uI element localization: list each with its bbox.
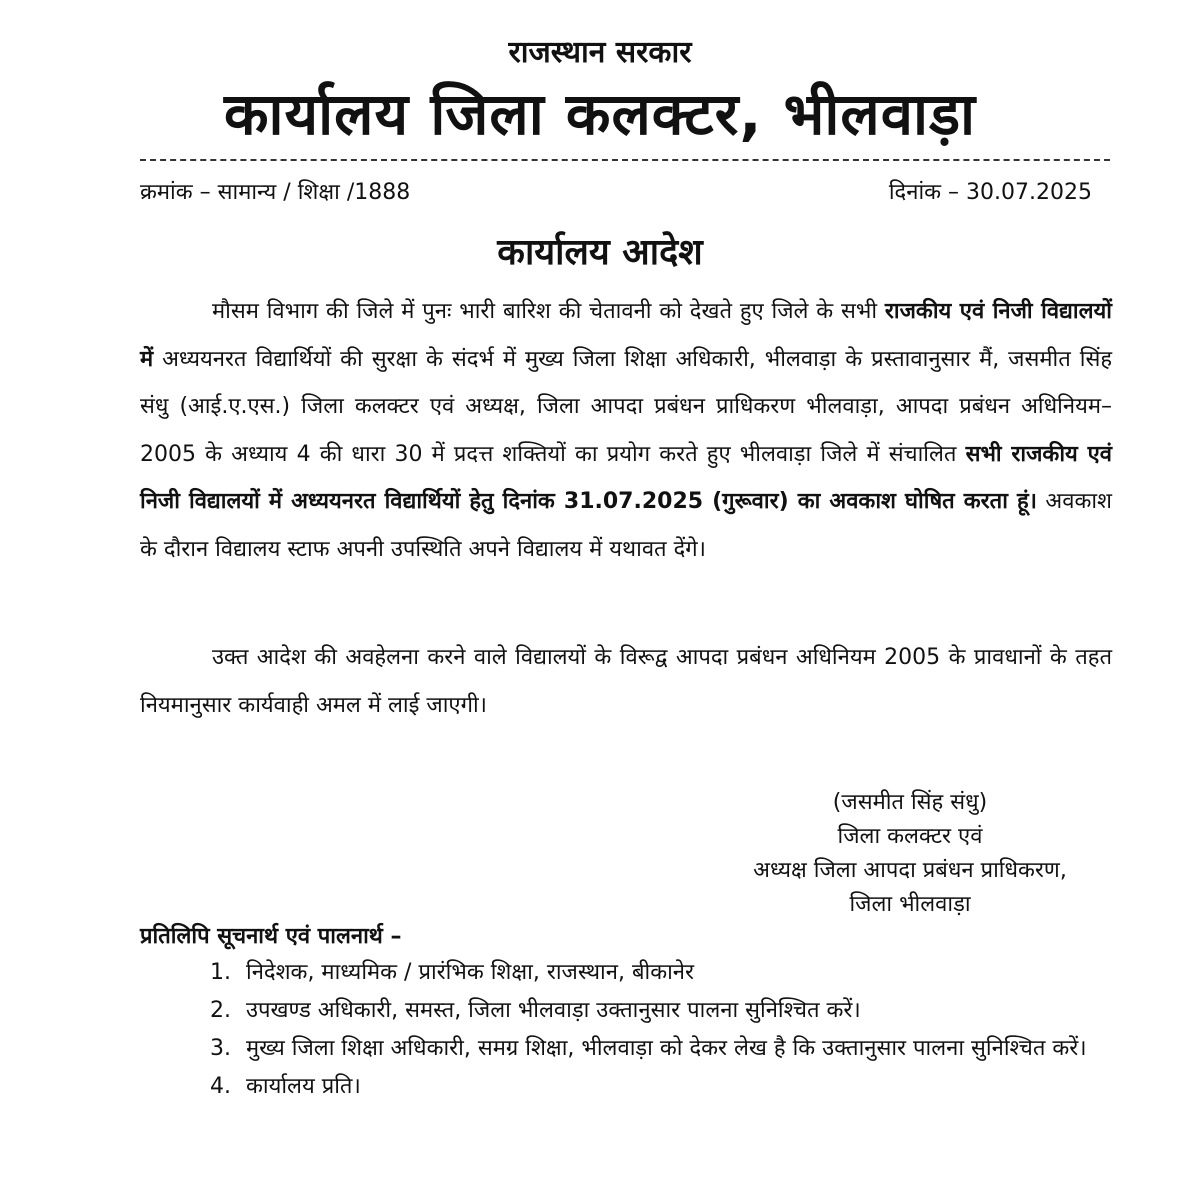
list-item-number: 3. — [210, 1036, 231, 1061]
copy-to-heading: प्रतिलिपि सूचनार्थ एवं पालनार्थ – — [140, 924, 402, 949]
list-item-number: 2. — [210, 998, 231, 1023]
order-title: कार्यालय आदेश — [497, 232, 703, 273]
reference-number: क्रमांक – सामान्य / शिक्षा /1888 — [140, 180, 411, 205]
list-item-text: उपखण्ड अधिकारी, समस्त, जिला भीलवाड़ा उक्तानुसार पालना सुनिश्चित करें। — [246, 998, 861, 1023]
order-paragraph-1 — [140, 288, 1112, 573]
list-item — [200, 1070, 1115, 1104]
list-item-text: निदेशक, माध्यमिक / प्रारंभिक शिक्षा, राजस्थान, बीकानेर — [246, 960, 695, 985]
list-item — [200, 956, 1115, 990]
paragraph-1-part-2: अध्ययनरत विद्यार्थियों की सुरक्षा के संदर्भ में मुख्य जिला शिक्षा अधिकारी, भीलवाड़ा के प्रस्तावानुसार मैं, जसमीत सिंह संधु (आई.ए.एस.) जिला कलक्टर एवं अध्यक्ष, जिला आपदा प्रबंधन प्राधिकरण भीलवाड़ा, आपदा प्रबंधन अधिनियम–2005 के अध्याय 4 की धारा 30 में प्रदत्त शक्तियों का प्रयोग करते हुए भीलवाड़ा जिले में संचालित — [140, 346, 1112, 467]
paragraph-1-bold-2: सभी राजकीय एवं निजी विद्यालयों में अध्ययनरत विद्यार्थियों हेतु दिनांक 31.07.2025 (गुरूवार) का अवकाश घोषित करता हूं। — [140, 441, 1112, 514]
list-item-number: 4. — [210, 1074, 231, 1099]
list-item — [200, 994, 1115, 1028]
office-title: कार्यालय जिला कलक्टर, भीलवाड़ा — [223, 80, 977, 148]
paragraph-2-text: उक्त आदेश की अवहेलना करने वाले विद्यालयों के विरूद्व आपदा प्रबंधन अधिनियम 2005 के प्रावधानों के तहत नियमानुसार कार्यवाही अमल में लाई जाएगी। — [140, 645, 1112, 718]
order-paragraph-2 — [140, 634, 1112, 729]
paragraph-1-part-3: अवकाश के दौरान विद्यालय स्टाफ अपनी उपस्थिति अपने विद्यालय में यथावत देंगे। — [140, 489, 1112, 562]
signatory-designation-1: जिला कलक्टर एवं — [837, 824, 983, 849]
header-divider — [140, 159, 1110, 161]
list-item-text: कार्यालय प्रति। — [246, 1074, 361, 1099]
copy-to-list — [200, 956, 1115, 1108]
signatory-name: (जसमीत सिंह संधु) — [832, 790, 988, 815]
list-item-number: 1. — [210, 960, 231, 985]
list-item — [200, 1032, 1115, 1066]
paragraph-1-part-1: मौसम विभाग की जिले में पुनः भारी बारिश की चेतावनी को देखते हुए जिले के सभी — [212, 299, 885, 324]
government-name: राजस्थान सरकार — [508, 35, 692, 70]
list-item-text: मुख्य जिला शिक्षा अधिकारी, समग्र शिक्षा, भीलवाड़ा को देकर लेख है कि उक्तानुसार पालना सुनिश्चित करें। — [246, 1036, 1087, 1061]
order-date: दिनांक – 30.07.2025 — [888, 180, 1092, 205]
signatory-designation-2: अध्यक्ष जिला आपदा प्रबंधन प्राधिकरण, — [753, 858, 1067, 883]
paragraph-1-bold-1: राजकीय एवं निजी विद्यालयों में — [140, 299, 1112, 372]
signature-block — [680, 786, 1140, 922]
signatory-designation-3: जिला भीलवाड़ा — [849, 892, 971, 917]
